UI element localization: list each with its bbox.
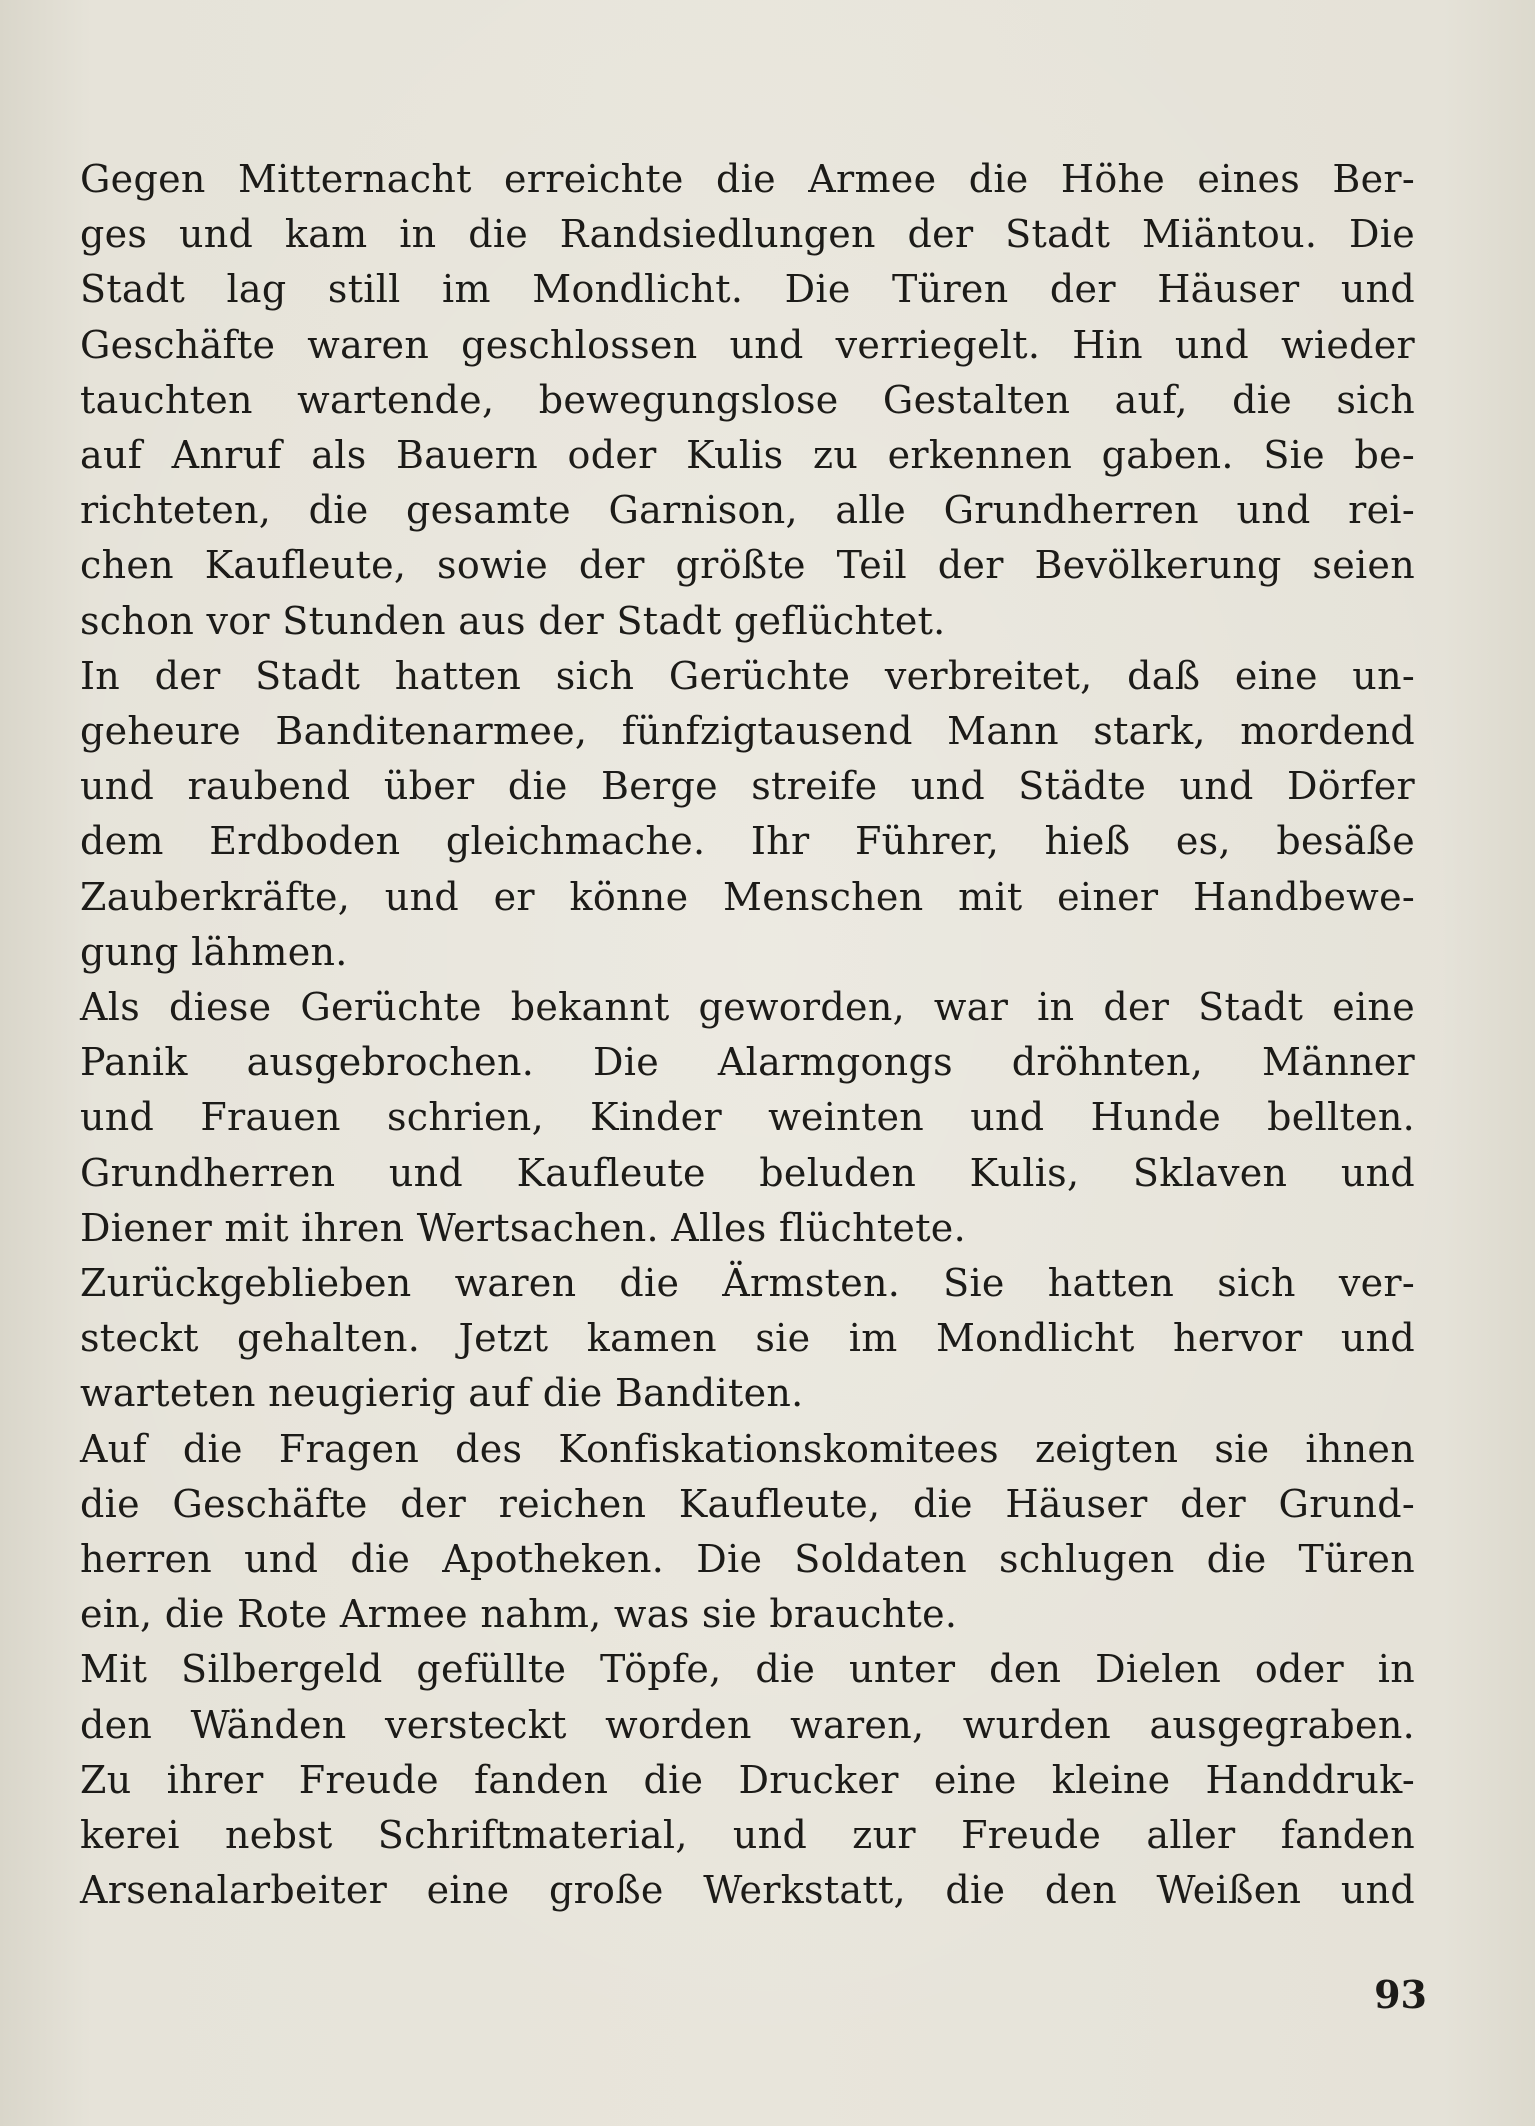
text-line: warteten neugierig auf die Banditen.	[80, 1371, 804, 1416]
text-line: ges und kam in die Randsiedlungen der Stadt Miäntou. Die	[80, 212, 1415, 257]
text-line: Stadt lag still im Mondlicht. Die Türen der Häuser und	[80, 267, 1415, 312]
text-line: Panik ausgebrochen. Die Alarmgongs dröhnten, Männer	[80, 1040, 1415, 1085]
text-line: Geschäfte waren geschlossen und verriegelt. Hin und wieder	[80, 322, 1415, 367]
page-number: 93	[1374, 1972, 1427, 2017]
text-line: Mit Silbergeld gefüllte Töpfe, die unter den Dielen oder in	[80, 1647, 1415, 1692]
text-line: ein, die Rote Armee nahm, was sie brauchte.	[80, 1592, 958, 1637]
body-text	[80, 152, 1415, 1919]
text-line: Gegen Mitternacht erreichte die Armee die Höhe eines Ber-	[80, 157, 1415, 201]
text-line: schon vor Stunden aus der Stadt geflüchtet.	[80, 598, 946, 643]
text-line: gung lähmen.	[80, 929, 348, 974]
text-line: Zauberkräfte, und er könne Menschen mit einer Handbewe-	[80, 874, 1415, 919]
text-line: chen Kaufleute, sowie der größte Teil der Bevölkerung seien	[80, 543, 1415, 588]
text-line: Grundherren und Kaufleute beluden Kulis, Sklaven und	[80, 1150, 1415, 1195]
text-line: herren und die Apotheken. Die Soldaten schlugen die Türen	[80, 1537, 1415, 1582]
text-line: Arsenalarbeiter eine große Werkstatt, die den Weißen und	[80, 1868, 1415, 1913]
text-line: tauchten wartende, bewegungslose Gestalten auf, die sich	[80, 377, 1415, 422]
text-line: In der Stadt hatten sich Gerüchte verbreitet, daß eine un-	[80, 653, 1415, 698]
text-line: steckt gehalten. Jetzt kamen sie im Mondlicht hervor und	[80, 1316, 1415, 1361]
text-line: Zurückgeblieben waren die Ärmsten. Sie hatten sich ver-	[80, 1261, 1415, 1306]
text-line: kerei nebst Schriftmaterial, und zur Freude aller fanden	[80, 1813, 1415, 1858]
text-line: Zu ihrer Freude fanden die Drucker eine kleine Handdruk-	[80, 1757, 1415, 1802]
text-line: richteten, die gesamte Garnison, alle Grundherren und rei-	[80, 488, 1415, 533]
text-line: geheure Banditenarmee, fünfzigtausend Mann stark, mordend	[80, 709, 1415, 754]
text-line: den Wänden versteckt worden waren, wurden ausgegraben.	[80, 1702, 1415, 1747]
text-line: und Frauen schrien, Kinder weinten und Hunde bellten.	[80, 1095, 1415, 1140]
text-line: die Geschäfte der reichen Kaufleute, die Häuser der Grund-	[80, 1481, 1415, 1526]
text-line: und raubend über die Berge streife und Städte und Dörfer	[80, 764, 1415, 809]
text-line: Diener mit ihren Wertsachen. Alles flüchtete.	[80, 1205, 966, 1250]
text-line: Als diese Gerüchte bekannt geworden, war in der Stadt eine	[80, 985, 1415, 1030]
text-line: dem Erdboden gleichmache. Ihr Führer, hieß es, besäße	[80, 819, 1415, 864]
text-line: auf Anruf als Bauern oder Kulis zu erkennen gaben. Sie be-	[80, 433, 1415, 478]
text-line: Auf die Fragen des Konfiskationskomitees zeigten sie ihnen	[80, 1426, 1415, 1471]
